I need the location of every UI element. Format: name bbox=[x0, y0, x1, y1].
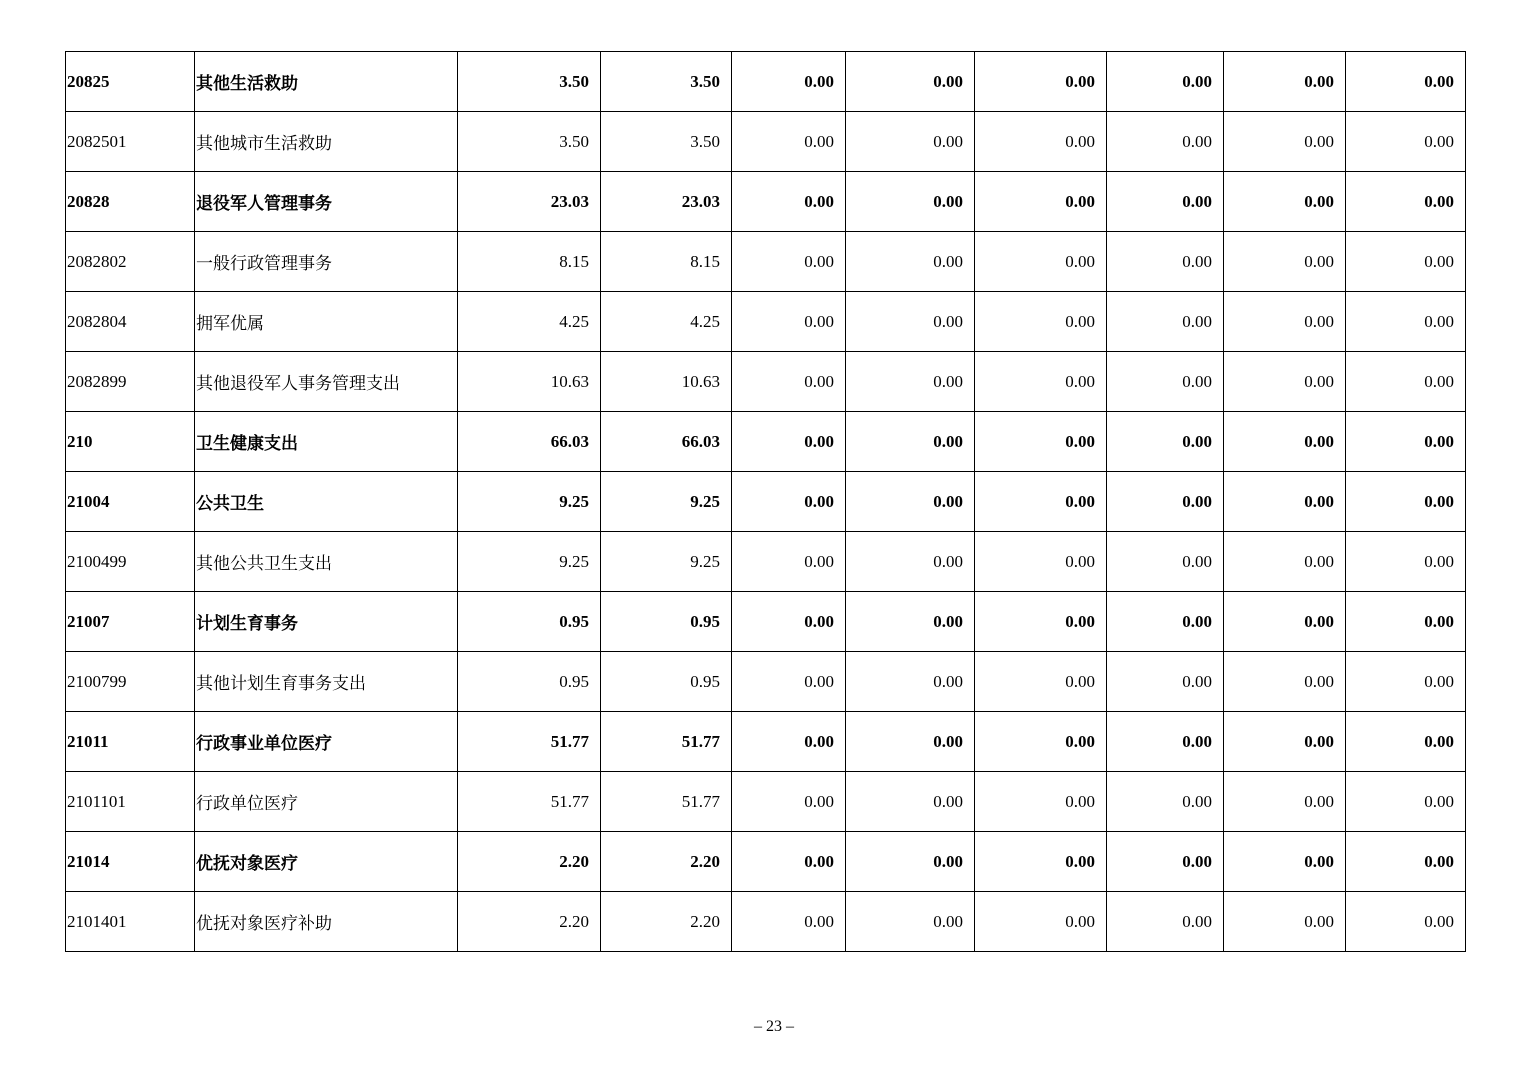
row-value-cell: 0.00 bbox=[975, 52, 1107, 112]
table-row bbox=[66, 172, 1466, 232]
row-value-cell: 0.00 bbox=[1346, 832, 1466, 892]
row-value-cell: 51.77 bbox=[458, 772, 601, 832]
row-value-cell: 8.15 bbox=[601, 232, 732, 292]
row-value-cell: 0.00 bbox=[975, 472, 1107, 532]
row-value-cell: 0.00 bbox=[846, 712, 975, 772]
row-value-cell: 0.00 bbox=[732, 832, 846, 892]
row-code-cell: 20825 bbox=[66, 52, 195, 112]
row-value-cell: 0.00 bbox=[732, 172, 846, 232]
row-value-cell: 0.00 bbox=[1224, 412, 1346, 472]
row-value-cell: 0.00 bbox=[1346, 532, 1466, 592]
table-row bbox=[66, 892, 1466, 952]
row-value-cell: 0.00 bbox=[732, 112, 846, 172]
row-value-cell: 0.95 bbox=[458, 652, 601, 712]
table-row bbox=[66, 412, 1466, 472]
row-value-cell: 3.50 bbox=[458, 112, 601, 172]
row-value-cell: 0.95 bbox=[601, 652, 732, 712]
row-value-cell: 0.00 bbox=[846, 832, 975, 892]
row-value-cell: 0.00 bbox=[1224, 112, 1346, 172]
row-value-cell: 4.25 bbox=[601, 292, 732, 352]
row-value-cell: 0.00 bbox=[975, 172, 1107, 232]
row-code-cell: 20828 bbox=[66, 172, 195, 232]
row-value-cell: 0.00 bbox=[1107, 532, 1224, 592]
row-name-cell: 行政单位医疗 bbox=[195, 772, 458, 832]
row-value-cell: 0.00 bbox=[732, 892, 846, 952]
row-value-cell: 0.00 bbox=[1107, 112, 1224, 172]
row-value-cell: 0.00 bbox=[975, 532, 1107, 592]
row-value-cell: 0.00 bbox=[846, 292, 975, 352]
row-value-cell: 66.03 bbox=[601, 412, 732, 472]
row-value-cell: 0.00 bbox=[846, 892, 975, 952]
row-value-cell: 0.00 bbox=[732, 712, 846, 772]
row-value-cell: 23.03 bbox=[601, 172, 732, 232]
row-value-cell: 9.25 bbox=[601, 472, 732, 532]
row-value-cell: 0.00 bbox=[1224, 532, 1346, 592]
row-value-cell: 0.95 bbox=[601, 592, 732, 652]
row-value-cell: 0.00 bbox=[1224, 772, 1346, 832]
row-value-cell: 0.00 bbox=[732, 772, 846, 832]
row-value-cell: 0.00 bbox=[1346, 592, 1466, 652]
row-name-cell: 其他计划生育事务支出 bbox=[195, 652, 458, 712]
row-name-cell: 优抚对象医疗补助 bbox=[195, 892, 458, 952]
row-value-cell: 0.00 bbox=[1224, 712, 1346, 772]
row-value-cell: 0.00 bbox=[975, 712, 1107, 772]
row-code-cell: 21007 bbox=[66, 592, 195, 652]
row-value-cell: 0.00 bbox=[732, 352, 846, 412]
row-value-cell: 0.00 bbox=[1346, 412, 1466, 472]
row-value-cell: 9.25 bbox=[458, 532, 601, 592]
row-value-cell: 0.00 bbox=[1346, 232, 1466, 292]
row-value-cell: 2.20 bbox=[601, 892, 732, 952]
row-value-cell: 0.00 bbox=[846, 532, 975, 592]
row-value-cell: 0.00 bbox=[846, 592, 975, 652]
row-value-cell: 0.00 bbox=[1224, 472, 1346, 532]
row-value-cell: 0.00 bbox=[1346, 712, 1466, 772]
row-name-cell: 行政事业单位医疗 bbox=[195, 712, 458, 772]
row-value-cell: 2.20 bbox=[458, 832, 601, 892]
row-value-cell: 2.20 bbox=[601, 832, 732, 892]
row-value-cell: 51.77 bbox=[458, 712, 601, 772]
row-name-cell: 退役军人管理事务 bbox=[195, 172, 458, 232]
row-code-cell: 2101401 bbox=[66, 892, 195, 952]
row-value-cell: 4.25 bbox=[458, 292, 601, 352]
row-value-cell: 0.00 bbox=[1346, 772, 1466, 832]
table-row bbox=[66, 592, 1466, 652]
row-value-cell: 0.00 bbox=[1346, 112, 1466, 172]
row-value-cell: 8.15 bbox=[458, 232, 601, 292]
row-value-cell: 0.00 bbox=[1107, 232, 1224, 292]
row-code-cell: 2082899 bbox=[66, 352, 195, 412]
row-value-cell: 0.00 bbox=[846, 652, 975, 712]
page-number: – 23 – bbox=[754, 1018, 794, 1035]
row-value-cell: 0.00 bbox=[1107, 832, 1224, 892]
row-value-cell: 0.00 bbox=[846, 472, 975, 532]
row-value-cell: 0.00 bbox=[1224, 832, 1346, 892]
row-value-cell: 0.00 bbox=[1346, 472, 1466, 532]
row-value-cell: 0.00 bbox=[1346, 52, 1466, 112]
row-value-cell: 0.00 bbox=[1224, 172, 1346, 232]
row-value-cell: 51.77 bbox=[601, 772, 732, 832]
row-value-cell: 2.20 bbox=[458, 892, 601, 952]
row-value-cell: 0.00 bbox=[1224, 292, 1346, 352]
row-name-cell: 卫生健康支出 bbox=[195, 412, 458, 472]
row-value-cell: 9.25 bbox=[458, 472, 601, 532]
row-value-cell: 0.00 bbox=[1107, 52, 1224, 112]
row-name-cell: 拥军优属 bbox=[195, 292, 458, 352]
row-value-cell: 0.00 bbox=[1346, 172, 1466, 232]
row-value-cell: 0.00 bbox=[732, 412, 846, 472]
row-value-cell: 0.00 bbox=[975, 892, 1107, 952]
row-value-cell: 0.00 bbox=[1107, 352, 1224, 412]
row-name-cell: 优抚对象医疗 bbox=[195, 832, 458, 892]
row-value-cell: 0.00 bbox=[1346, 292, 1466, 352]
row-code-cell: 21004 bbox=[66, 472, 195, 532]
row-value-cell: 23.03 bbox=[458, 172, 601, 232]
row-value-cell: 0.00 bbox=[732, 652, 846, 712]
row-value-cell: 0.00 bbox=[1346, 892, 1466, 952]
row-code-cell: 21014 bbox=[66, 832, 195, 892]
row-value-cell: 0.00 bbox=[846, 352, 975, 412]
row-code-cell: 2082501 bbox=[66, 112, 195, 172]
row-name-cell: 其他退役军人事务管理支出 bbox=[195, 352, 458, 412]
row-name-cell: 公共卫生 bbox=[195, 472, 458, 532]
row-value-cell: 0.00 bbox=[1346, 652, 1466, 712]
row-code-cell: 2082804 bbox=[66, 292, 195, 352]
budget-table bbox=[65, 51, 1466, 952]
row-value-cell: 0.00 bbox=[975, 232, 1107, 292]
row-value-cell: 0.00 bbox=[975, 592, 1107, 652]
row-value-cell: 0.00 bbox=[1224, 592, 1346, 652]
table-row bbox=[66, 112, 1466, 172]
row-value-cell: 0.00 bbox=[732, 292, 846, 352]
table-row bbox=[66, 772, 1466, 832]
row-code-cell: 21011 bbox=[66, 712, 195, 772]
row-value-cell: 0.00 bbox=[975, 412, 1107, 472]
row-value-cell: 0.95 bbox=[458, 592, 601, 652]
row-value-cell: 10.63 bbox=[458, 352, 601, 412]
row-value-cell: 0.00 bbox=[1107, 592, 1224, 652]
row-value-cell: 9.25 bbox=[601, 532, 732, 592]
row-value-cell: 0.00 bbox=[1107, 172, 1224, 232]
row-value-cell: 0.00 bbox=[1224, 892, 1346, 952]
row-value-cell: 0.00 bbox=[1224, 352, 1346, 412]
table-row bbox=[66, 832, 1466, 892]
row-value-cell: 0.00 bbox=[846, 772, 975, 832]
row-name-cell: 其他公共卫生支出 bbox=[195, 532, 458, 592]
row-value-cell: 0.00 bbox=[1107, 412, 1224, 472]
row-value-cell: 3.50 bbox=[601, 52, 732, 112]
row-value-cell: 0.00 bbox=[732, 472, 846, 532]
row-value-cell: 3.50 bbox=[601, 112, 732, 172]
row-value-cell: 0.00 bbox=[846, 112, 975, 172]
row-value-cell: 0.00 bbox=[1107, 472, 1224, 532]
row-value-cell: 0.00 bbox=[1107, 772, 1224, 832]
table-body bbox=[66, 52, 1466, 952]
row-value-cell: 0.00 bbox=[732, 532, 846, 592]
table-row bbox=[66, 532, 1466, 592]
row-value-cell: 0.00 bbox=[975, 352, 1107, 412]
row-value-cell: 51.77 bbox=[601, 712, 732, 772]
table-row bbox=[66, 652, 1466, 712]
row-value-cell: 0.00 bbox=[732, 232, 846, 292]
table-row bbox=[66, 352, 1466, 412]
row-value-cell: 0.00 bbox=[732, 592, 846, 652]
row-value-cell: 0.00 bbox=[846, 412, 975, 472]
row-value-cell: 0.00 bbox=[975, 112, 1107, 172]
row-value-cell: 0.00 bbox=[975, 832, 1107, 892]
row-value-cell: 0.00 bbox=[846, 232, 975, 292]
row-name-cell: 一般行政管理事务 bbox=[195, 232, 458, 292]
row-value-cell: 0.00 bbox=[732, 52, 846, 112]
table-row bbox=[66, 292, 1466, 352]
table-row bbox=[66, 472, 1466, 532]
row-value-cell: 0.00 bbox=[1346, 352, 1466, 412]
row-value-cell: 0.00 bbox=[1107, 292, 1224, 352]
row-name-cell: 计划生育事务 bbox=[195, 592, 458, 652]
row-value-cell: 0.00 bbox=[846, 172, 975, 232]
table-row bbox=[66, 52, 1466, 112]
row-name-cell: 其他城市生活救助 bbox=[195, 112, 458, 172]
row-code-cell: 2101101 bbox=[66, 772, 195, 832]
row-code-cell: 2100799 bbox=[66, 652, 195, 712]
row-value-cell: 0.00 bbox=[1107, 712, 1224, 772]
row-value-cell: 66.03 bbox=[458, 412, 601, 472]
row-value-cell: 3.50 bbox=[458, 52, 601, 112]
row-code-cell: 210 bbox=[66, 412, 195, 472]
row-value-cell: 0.00 bbox=[975, 772, 1107, 832]
row-name-cell: 其他生活救助 bbox=[195, 52, 458, 112]
table-row bbox=[66, 712, 1466, 772]
row-value-cell: 0.00 bbox=[1107, 892, 1224, 952]
row-code-cell: 2100499 bbox=[66, 532, 195, 592]
table-row bbox=[66, 232, 1466, 292]
row-value-cell: 0.00 bbox=[846, 52, 975, 112]
row-value-cell: 0.00 bbox=[1224, 232, 1346, 292]
row-code-cell: 2082802 bbox=[66, 232, 195, 292]
row-value-cell: 0.00 bbox=[975, 292, 1107, 352]
row-value-cell: 0.00 bbox=[1224, 52, 1346, 112]
row-value-cell: 10.63 bbox=[601, 352, 732, 412]
row-value-cell: 0.00 bbox=[1224, 652, 1346, 712]
row-value-cell: 0.00 bbox=[975, 652, 1107, 712]
row-value-cell: 0.00 bbox=[1107, 652, 1224, 712]
